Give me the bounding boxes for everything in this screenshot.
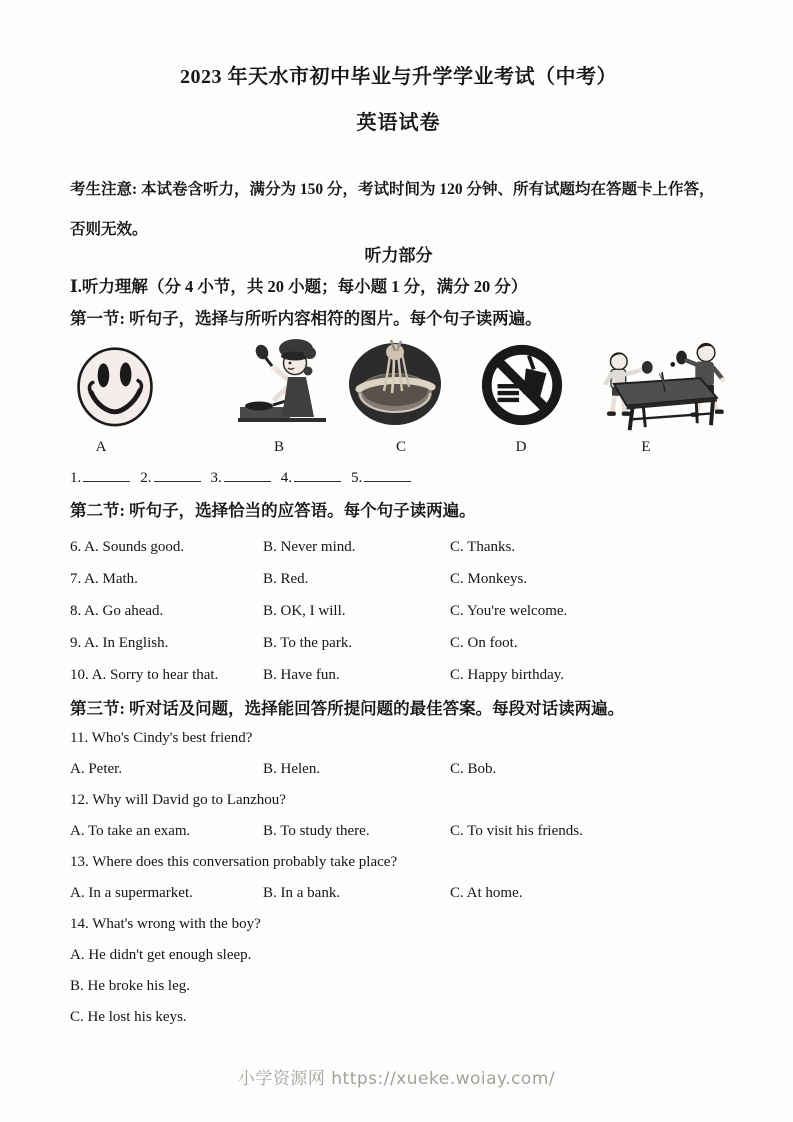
option-c: C. To visit his friends. bbox=[450, 823, 583, 839]
blank-number: 1. bbox=[70, 469, 82, 486]
option-a: 8. A. Go ahead. bbox=[70, 602, 164, 619]
question-row-7 bbox=[70, 563, 727, 595]
picture-options-row bbox=[70, 333, 727, 439]
answer-blank-5 bbox=[351, 468, 411, 487]
question-14-option-c: C. He lost his keys. bbox=[70, 1009, 187, 1025]
option-c: C. Thanks. bbox=[450, 538, 516, 555]
picture-option-e bbox=[586, 335, 734, 440]
part1-heading: Ⅰ.听力理解（分 4 小节，共 20 小题；每小题 1 分，满分 20 分） bbox=[70, 277, 528, 296]
smiley-face-icon bbox=[75, 341, 155, 431]
answer-blank-2 bbox=[140, 468, 200, 487]
picture-label-a: A bbox=[95, 439, 107, 455]
table-tennis-icon bbox=[586, 335, 734, 435]
options-row-13 bbox=[70, 878, 727, 909]
option-a: 7. A. Math. bbox=[70, 570, 138, 587]
picture-label-c: C bbox=[395, 439, 406, 455]
option-b: B. To study there. bbox=[263, 823, 370, 839]
option-c: C. Happy birthday. bbox=[450, 666, 565, 683]
notice-line-2: 否则无效。 bbox=[70, 221, 148, 238]
question-14-option-a: A. He didn't get enough sleep. bbox=[70, 947, 252, 963]
option-c: C. Bob. bbox=[450, 761, 497, 777]
options-row-11 bbox=[70, 754, 727, 785]
exam-content bbox=[70, 0, 727, 1033]
question-row-10 bbox=[70, 659, 727, 691]
question-13: 13. Where does this conversation probably take place? bbox=[70, 854, 398, 870]
noodle-bowl-icon bbox=[346, 337, 444, 431]
option-a: 6. A. Sounds good. bbox=[70, 538, 185, 555]
section3-questions bbox=[70, 723, 727, 1033]
blank-underline bbox=[294, 468, 341, 482]
option-a: A. Peter. bbox=[70, 761, 123, 777]
answer-blank-1 bbox=[70, 468, 130, 487]
question-12: 12. Why will David go to Lanzhou? bbox=[70, 792, 286, 808]
option-b: B. Never mind. bbox=[263, 538, 356, 555]
option-b: B. Helen. bbox=[263, 761, 321, 777]
blank-number: 4. bbox=[280, 469, 292, 486]
blank-number: 3. bbox=[210, 469, 222, 486]
blank-number: 2. bbox=[140, 469, 152, 486]
answer-blank-3 bbox=[211, 468, 271, 487]
option-c: C. Monkeys. bbox=[450, 570, 528, 587]
answer-blank-4 bbox=[281, 468, 341, 487]
question-14-option-b: B. He broke his leg. bbox=[70, 978, 190, 994]
option-b: B. Red. bbox=[263, 570, 309, 587]
option-b: B. To the park. bbox=[263, 634, 353, 651]
section3-heading: 第三节: 听对话及问题，选择能回答所提问题的最佳答案。每段对话读两遍。 bbox=[70, 699, 625, 718]
picture-label-d: D bbox=[515, 439, 527, 455]
option-a: 9. A. In English. bbox=[70, 634, 169, 651]
page-title: 2023 年天水市初中毕业与升学学业考试（中考） bbox=[180, 66, 617, 88]
blank-underline bbox=[364, 468, 411, 482]
question-14: 14. What's wrong with the boy? bbox=[70, 916, 261, 932]
blank-underline bbox=[224, 468, 271, 482]
question-row-6 bbox=[70, 531, 727, 563]
girl-cooking-icon bbox=[232, 335, 334, 431]
options-row-12 bbox=[70, 816, 727, 847]
answer-blanks-row bbox=[70, 461, 727, 493]
option-a: 10. A. Sorry to hear that. bbox=[70, 666, 219, 683]
blank-underline bbox=[83, 468, 130, 482]
picture-labels-row bbox=[70, 439, 727, 461]
watermark-footer: 小学资源网 https://xueke.woiay.com/ bbox=[237, 1069, 556, 1089]
section2-heading: 第二节: 听句子，选择恰当的应答语。每个句子读两遍。 bbox=[70, 501, 476, 520]
question-11: 11. Who's Cindy's best friend? bbox=[70, 730, 253, 746]
option-b: B. OK, I will. bbox=[263, 602, 346, 619]
question-row-9 bbox=[70, 627, 727, 659]
section1-heading: 第一节: 听句子，选择与所听内容相符的图片。每个句子读两遍。 bbox=[70, 309, 542, 328]
option-c: C. You're welcome. bbox=[450, 602, 568, 619]
picture-label-b: B bbox=[273, 439, 284, 455]
notice-line-1: 考生注意: 本试卷含听力，满分为 150 分，考试时间为 120 分钟、所有试题均在答题卡上作答， bbox=[70, 181, 715, 198]
option-b: B. In a bank. bbox=[263, 885, 341, 901]
page-subtitle: 英语试卷 bbox=[356, 112, 441, 134]
no-drinks-sign-icon bbox=[478, 338, 566, 432]
picture-option-a bbox=[75, 341, 155, 436]
picture-option-d bbox=[478, 338, 566, 437]
question-row-8 bbox=[70, 595, 727, 627]
option-c: C. At home. bbox=[450, 885, 523, 901]
blank-number: 5. bbox=[351, 469, 363, 486]
listening-part-header: 听力部分 bbox=[364, 245, 433, 265]
blank-underline bbox=[154, 468, 201, 482]
picture-option-c bbox=[346, 337, 444, 436]
picture-label-e: E bbox=[641, 439, 651, 455]
option-b: B. Have fun. bbox=[263, 666, 340, 683]
option-c: C. On foot. bbox=[450, 634, 518, 651]
picture-option-b bbox=[232, 335, 334, 436]
option-a: A. To take an exam. bbox=[70, 823, 191, 839]
option-a: A. In a supermarket. bbox=[70, 885, 193, 901]
